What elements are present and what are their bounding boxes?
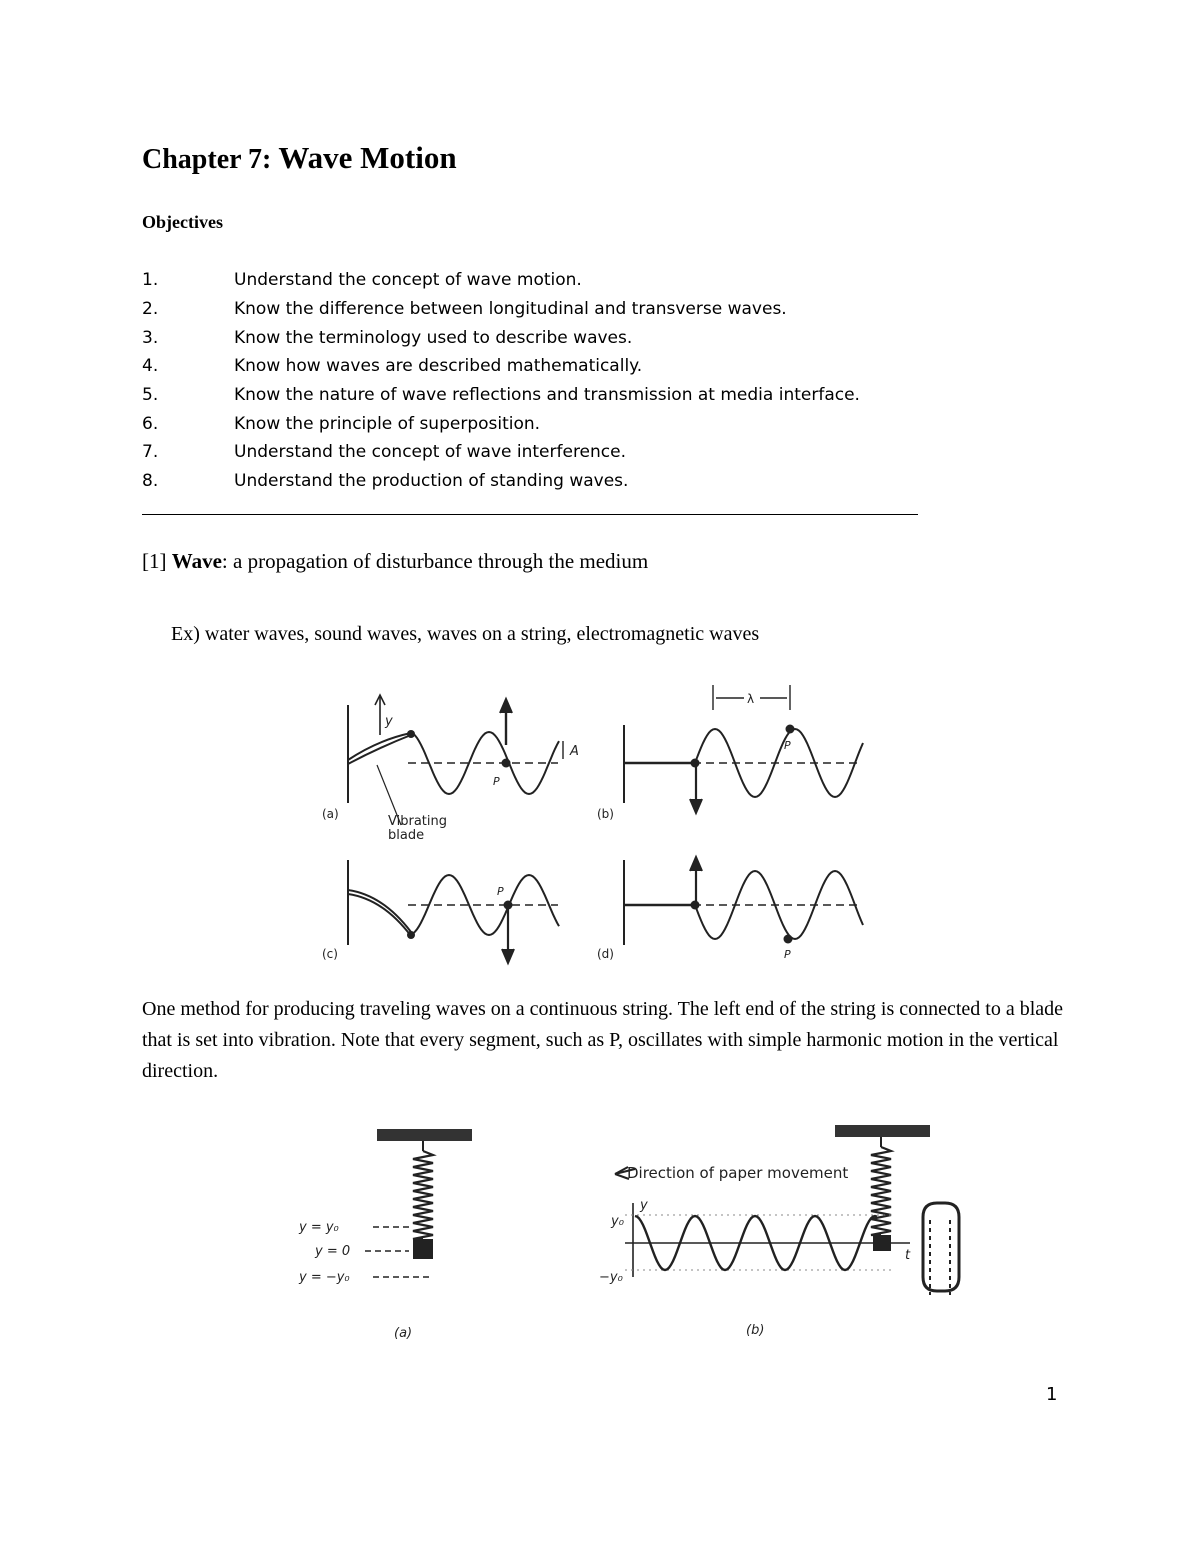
objective-number: 5. <box>142 385 159 406</box>
wave-a <box>411 732 559 794</box>
label-y-zero: y = 0 <box>315 1244 351 1259</box>
objective-text: Know the principle of superposition. <box>234 413 541 434</box>
objective-number: 3. <box>142 327 159 348</box>
objective-number: 2. <box>142 299 159 320</box>
wave-examples: Ex) water waves, sound waves, waves on a string, electromagnetic waves <box>171 623 760 645</box>
section-divider <box>142 514 918 515</box>
point-label-d: P <box>784 948 791 961</box>
title-main: Wave Motion <box>278 140 457 175</box>
blade-label-line1: Vibrating <box>388 814 447 829</box>
mass-a <box>413 1239 433 1259</box>
direction-label: Direction of paper movement <box>627 1164 849 1182</box>
panel-label-a2: (a) <box>394 1326 413 1341</box>
panel-label-b2: (b) <box>746 1323 765 1338</box>
figure-caption: One method for producing traveling waves on a continuous string. The left end of the string is connected to a blade that is set into vibration. Note that every segment, such as P, oscillates with simple harmonic motion in the vertical direction. <box>142 998 1064 1082</box>
wave-definition-text: : a propagation of disturbance through the medium <box>221 549 649 573</box>
blade-label-line2: blade <box>388 828 425 843</box>
objective-item <box>142 438 860 467</box>
amplitude-label: A <box>570 744 579 759</box>
panel-label-c: (c) <box>322 947 338 961</box>
objective-text: Understand the concept of wave motion. <box>234 270 582 291</box>
ceiling-b <box>835 1125 930 1137</box>
objective-number: 7. <box>142 442 159 463</box>
blade-tip-c <box>407 931 415 939</box>
title-prefix: Chapter 7: <box>142 144 279 175</box>
panel-label-a: (a) <box>322 807 339 821</box>
point-label-c: P <box>497 885 504 898</box>
point-p-d <box>784 935 793 944</box>
objective-item <box>142 352 860 381</box>
objective-number: 4. <box>142 356 159 377</box>
wave-term: Wave <box>171 549 222 573</box>
objective-text: Know the difference between longitudinal and transverse waves. <box>234 299 787 320</box>
point-p-a <box>502 759 511 768</box>
objective-number: 1. <box>142 270 159 291</box>
objective-text: Know the terminology used to describe waves. <box>234 327 633 348</box>
string-end-b <box>691 759 700 768</box>
chart-neg-y0-label: −y₀ <box>599 1270 623 1285</box>
objective-item <box>142 295 860 324</box>
wave-c <box>411 875 559 935</box>
page-number: 1 <box>1046 1384 1058 1405</box>
objective-number: 6. <box>142 413 159 434</box>
objectives-heading: Objectives <box>142 212 223 232</box>
point-label-b: P <box>784 739 791 752</box>
point-p-c <box>504 901 513 910</box>
spring-oscillator-figure <box>285 1105 995 1345</box>
objective-text: Know how waves are described mathematically. <box>234 356 643 377</box>
chart-y-label: y <box>640 1198 648 1213</box>
objective-item <box>142 409 860 438</box>
chart-y0-label: y₀ <box>611 1214 624 1229</box>
spring-b <box>871 1147 891 1235</box>
objective-text: Know the nature of wave reflections and transmission at media interface. <box>234 385 860 406</box>
panel-label-b: (b) <box>597 807 614 821</box>
page-title <box>142 140 457 176</box>
objective-text: Understand the production of standing waves. <box>234 471 629 492</box>
objective-number: 8. <box>142 471 159 492</box>
objective-item <box>142 323 860 352</box>
paper-roll <box>923 1203 959 1291</box>
wave-definition <box>142 549 648 574</box>
label-y-neg: y = −y₀ <box>299 1270 350 1285</box>
ceiling-a <box>377 1129 472 1141</box>
objective-item <box>142 266 860 295</box>
objective-text: Understand the concept of wave interference. <box>234 442 627 463</box>
point-label-a: P <box>493 775 500 788</box>
section-marker: [1] <box>142 549 172 573</box>
blade-a <box>348 733 411 760</box>
label-y-pos: y = y₀ <box>299 1220 339 1235</box>
traveling-wave-figure <box>288 655 888 973</box>
point-p-b <box>786 725 795 734</box>
objective-item <box>142 381 860 410</box>
wavelength-label: λ <box>747 692 755 706</box>
objective-item <box>142 467 860 496</box>
spring-a <box>413 1151 433 1239</box>
objectives-list <box>142 266 860 496</box>
y-axis-label: y <box>385 714 393 729</box>
string-end-d <box>691 901 700 910</box>
blade-tip-a <box>407 730 415 738</box>
chart-t-label: t <box>905 1248 911 1263</box>
panel-label-d: (d) <box>597 947 614 961</box>
